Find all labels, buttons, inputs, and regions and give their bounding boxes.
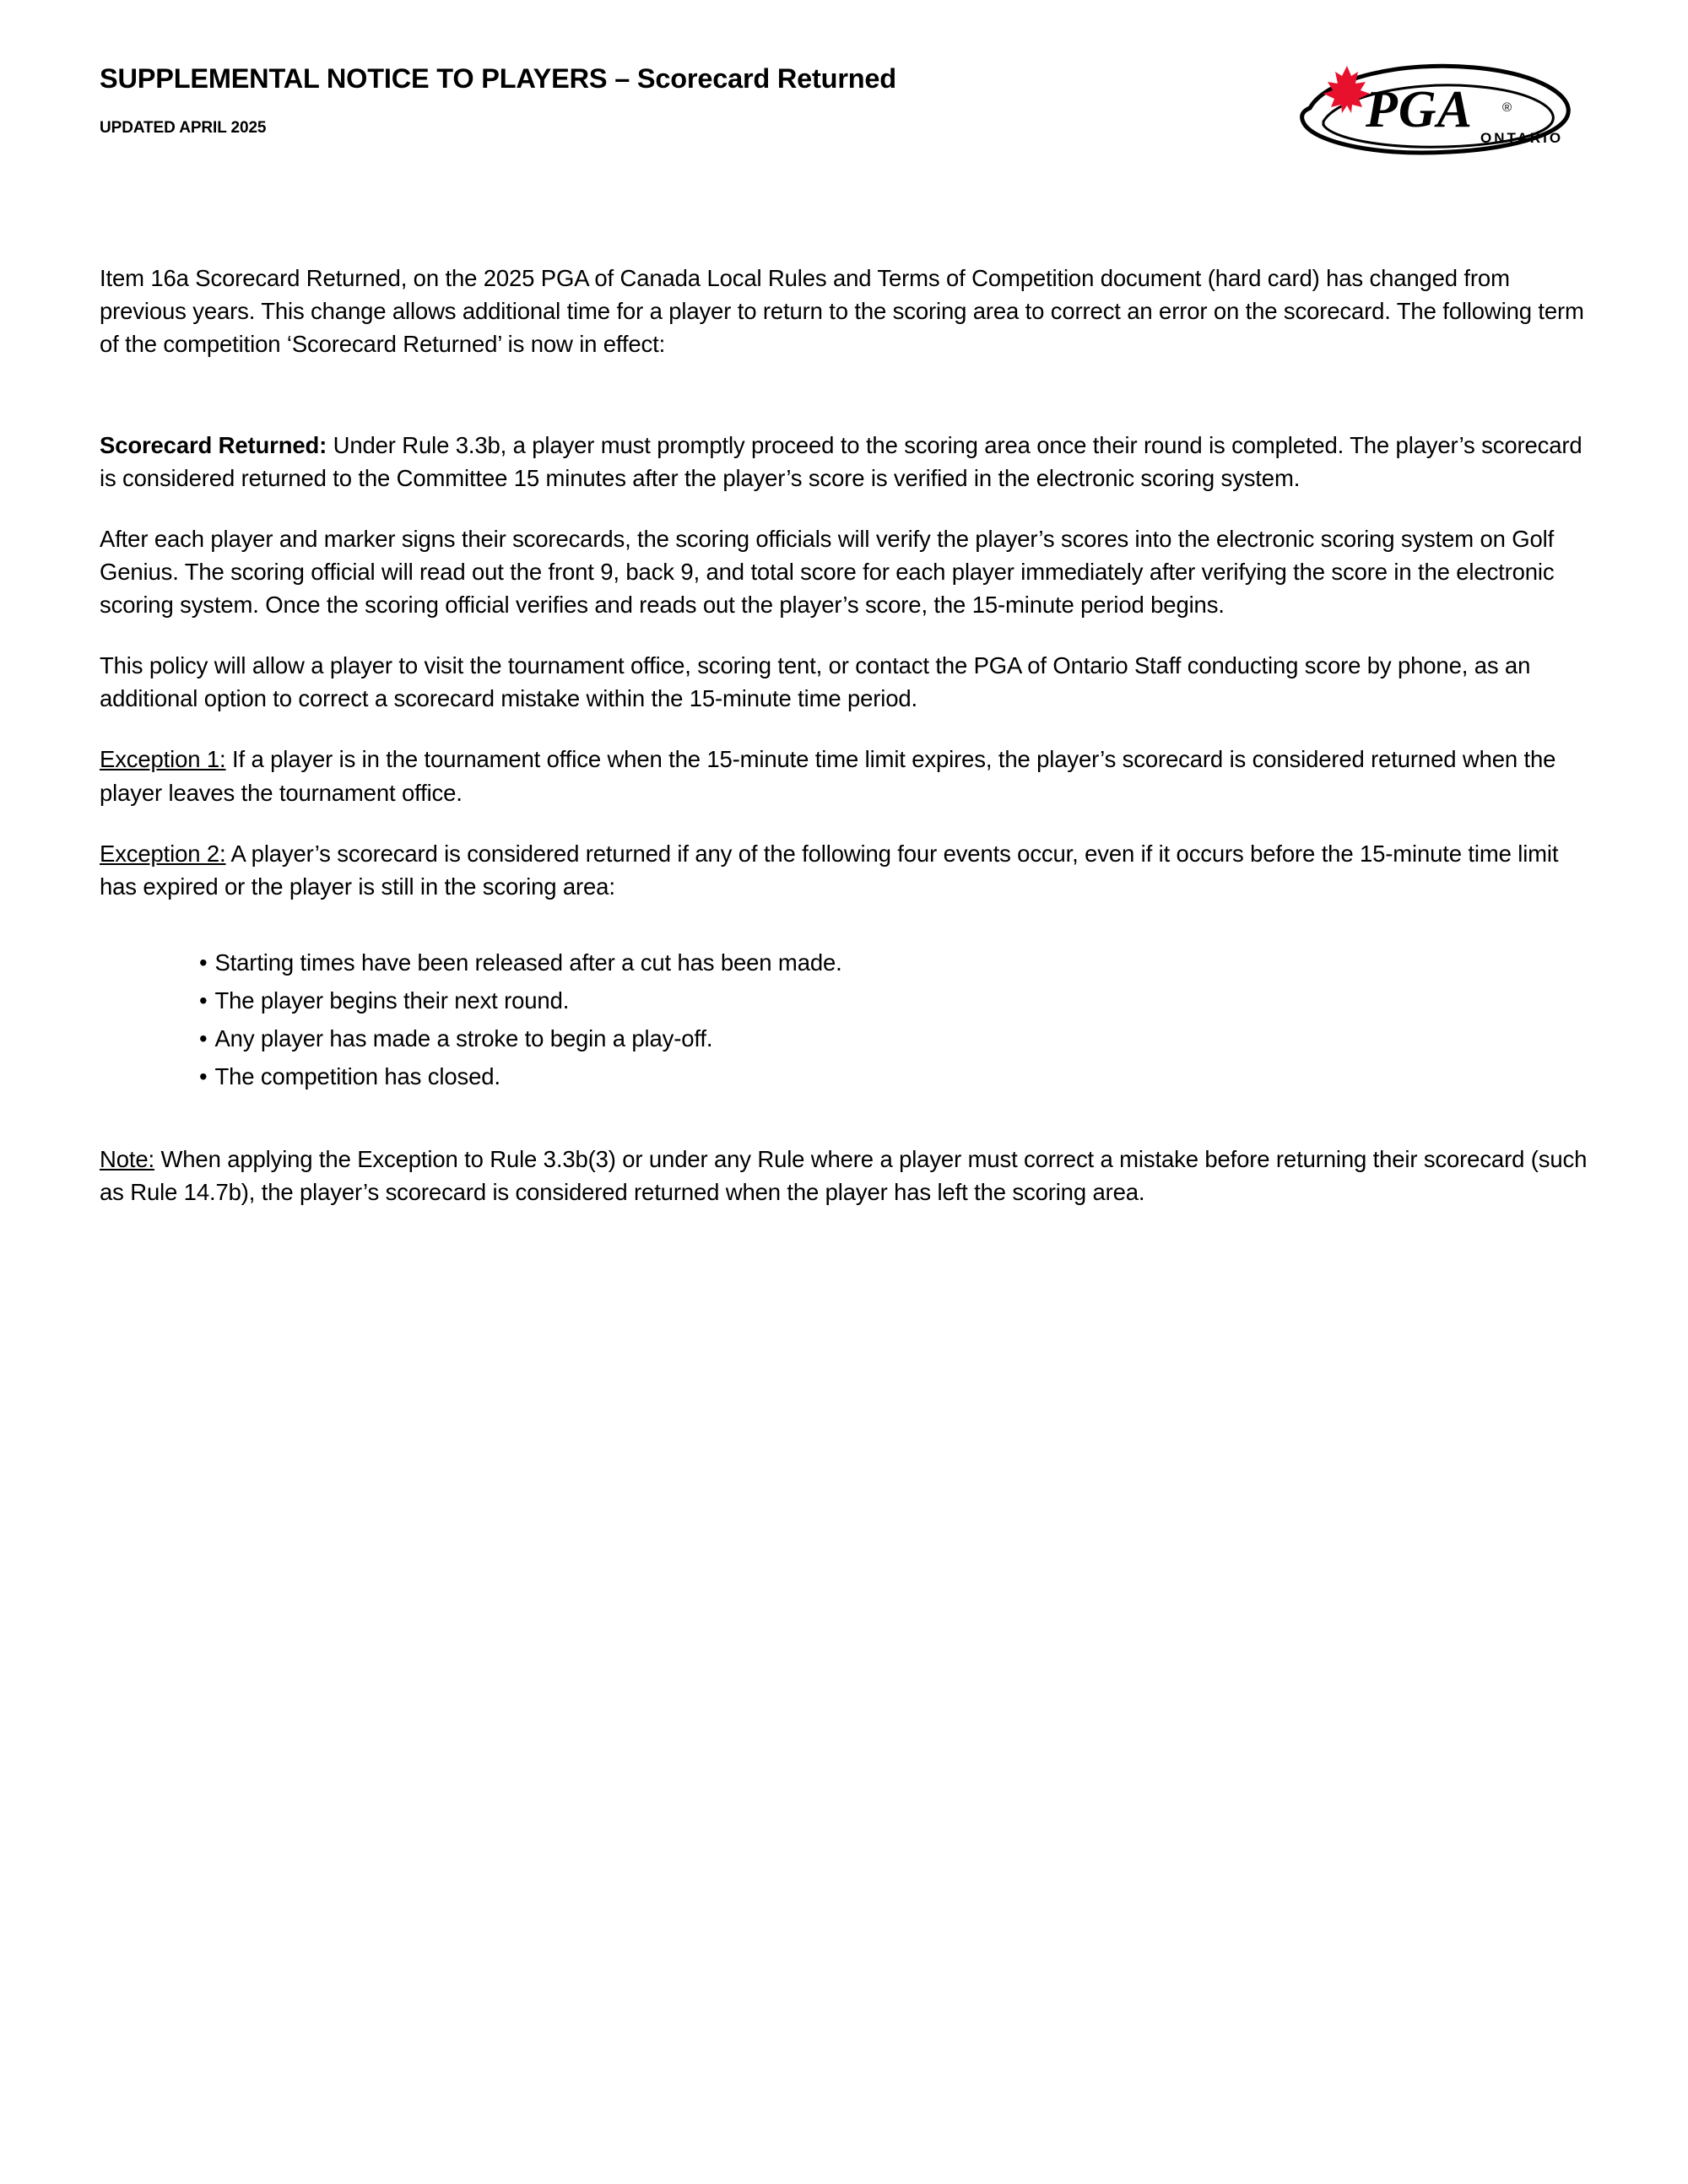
bullet-marker-icon: •	[199, 987, 208, 1014]
list-item	[100, 984, 1588, 1017]
list-item-label: The player begins their next round.	[214, 987, 570, 1014]
list-item-label: Any player has made a stroke to begin a play-off.	[214, 1024, 713, 1051]
definition-text: Under Rule 3.3b, a player must promptly proceed to the scoring area once their round is completed. The player’s scorecard is considered returned to the Committee 15 minutes after the player’s score is verified in the electronic scoring system.	[100, 432, 1582, 492]
list-item	[100, 946, 1588, 979]
intro-paragraph: Item 16a Scorecard Returned, on the 2025 PGA of Canada Local Rules and Terms of Competition document (hard card) has changed from previous years. This change allows additional time for a player to return to the scoring area to correct an error on the scorecard. The following term of the competition ‘Scorecard Returned’ is now in effect:	[100, 265, 1584, 358]
paragraph-2: After each player and marker signs their scorecards, the scoring officials will verify the player’s scores into the electronic scoring system on Golf Genius. The scoring official will read out the front 9, back 9, and total score for each player immediately after verifying the score in the electronic scoring system. Once the scoring official verifies and reads out the player’s score, the 15-minute period begins.	[100, 526, 1555, 619]
definition-paragraph	[100, 429, 1588, 495]
note-label: Note:	[100, 1145, 154, 1172]
list-item-label: Starting times have been released after a cut has been made.	[214, 949, 842, 976]
exception-1-label: Exception 1:	[100, 746, 226, 773]
exception-2-paragraph	[100, 837, 1588, 903]
document-body	[100, 262, 1588, 1208]
bullet-marker-icon: •	[199, 1024, 208, 1051]
logo-trademark: ®	[1502, 100, 1512, 115]
header-text-block	[100, 51, 896, 138]
note-paragraph	[100, 1143, 1588, 1208]
definition-label: Scorecard Returned:	[100, 432, 327, 459]
list-item	[100, 1060, 1588, 1093]
bullet-marker-icon: •	[199, 949, 208, 976]
list-spacer	[100, 931, 1588, 946]
bullet-marker-icon: •	[199, 1062, 208, 1089]
note-spacer	[100, 1121, 1588, 1143]
exception-2-text: A player’s scorecard is considered returned if any of the following four events occur, even if it occurs before the 15-minute time limit has expired or the player is still in the scoring area:	[100, 840, 1559, 900]
logo-main-text: PGA	[1366, 81, 1473, 138]
logo-sub-text: ONTARIO	[1480, 130, 1564, 146]
document-updated-date: UPDATED APRIL 2025	[100, 119, 267, 137]
list-item-label: The competition has closed.	[214, 1062, 500, 1089]
document-header	[100, 51, 1588, 177]
exception-1-text: If a player is in the tournament office when the 15-minute time limit expires, the player’s scorecard is considered returned when the player leaves the tournament office.	[100, 746, 1556, 806]
note-text: When applying the Exception to Rule 3.3b(3) or under any Rule where a player must correct a mistake before returning their scorecard (such as Rule 14.7b), the player’s scorecard is considered returned when the player has left the scoring area.	[100, 1145, 1588, 1205]
exception-1-paragraph	[100, 743, 1588, 808]
paragraph-spacer	[100, 388, 1588, 429]
list-item	[100, 1022, 1588, 1055]
page-title: SUPPLEMENTAL NOTICE TO PLAYERS – Scorecard Returned	[100, 63, 896, 94]
pga-ontario-logo	[1285, 59, 1580, 169]
paragraph-3: This policy will allow a player to visit the tournament office, scoring tent, or contact the PGA of Ontario Staff conducting score by phone, as an additional option to correct a scorecard mistake within the 15-minute time period.	[100, 652, 1531, 712]
exception-2-label: Exception 2:	[100, 840, 226, 867]
exception-2-bullet-list	[100, 946, 1588, 1093]
